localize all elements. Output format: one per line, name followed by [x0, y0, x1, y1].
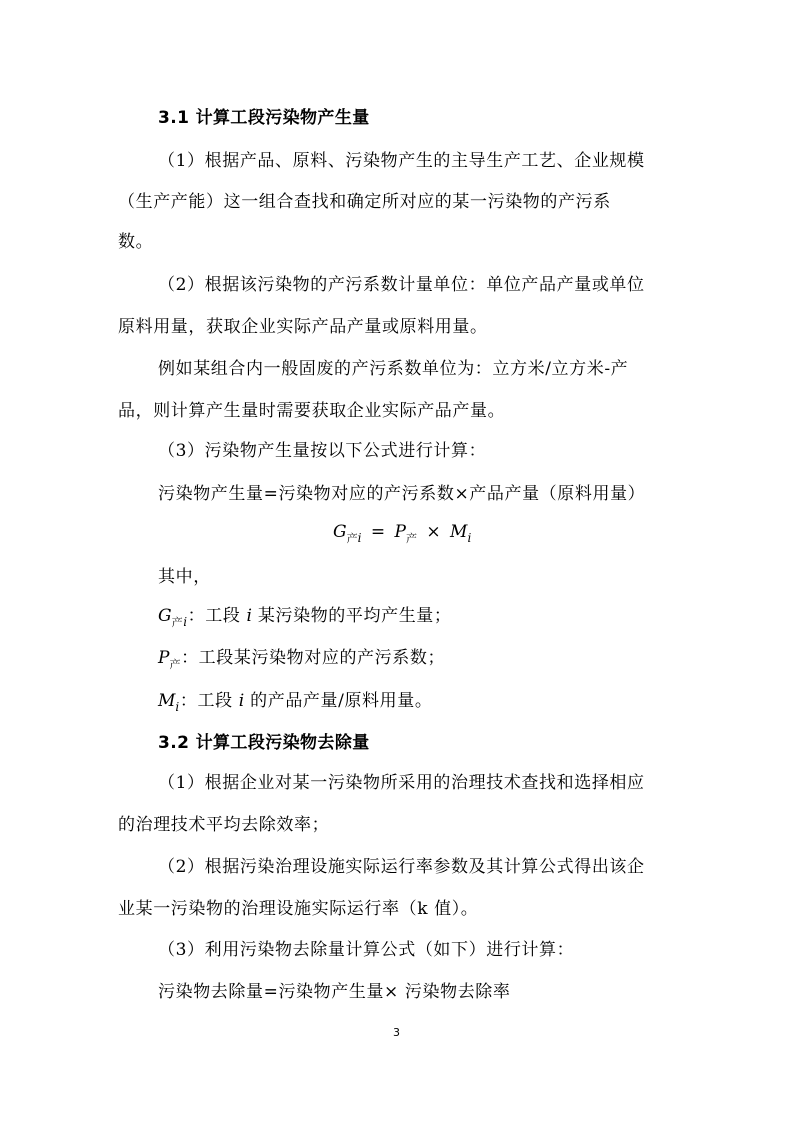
- definition-text: ：工段: [179, 691, 239, 711]
- definition-text: ：工段某污染物对应的产污系数；: [181, 648, 446, 668]
- definition-subscript-i: i: [175, 700, 180, 714]
- formula-subscript-i: i: [467, 531, 472, 545]
- formula-equation: [333, 520, 471, 546]
- formula-subscript: 产: [346, 532, 358, 545]
- paragraph-line: （2）根据该污染物的产污系数计量单位：单位产品产量或单位: [158, 275, 645, 295]
- formula-equals: =: [370, 522, 386, 542]
- definition-variable: i: [246, 606, 252, 626]
- paragraph-line: （3）利用污染物去除量计算公式（如下）进行计算：: [158, 940, 575, 960]
- paragraph-line: 原料用量，获取企业实际产品产量或原料用量。: [118, 317, 488, 337]
- formula-symbol-g: G: [333, 522, 347, 542]
- definition-subscript-i: i: [183, 615, 188, 629]
- paragraph-line: 例如某组合内一般固废的产污系数单位为：立方米/立方米-产: [158, 359, 629, 379]
- formula-text: 污染物产生量=污染物对应的产污系数×产品产量（原料用量）: [158, 484, 646, 504]
- paragraph-line: 其中，: [158, 567, 211, 587]
- paragraph-line: 的治理技术平均去除效率；: [118, 815, 330, 835]
- formula-subscript: 产: [405, 532, 417, 545]
- definition-subscript: 产: [169, 658, 182, 671]
- definition-line: [158, 604, 452, 630]
- definition-subscript: 产: [171, 616, 184, 629]
- formula-times: ×: [426, 522, 441, 542]
- section-heading-3-2: 3.2 计算工段污染物去除量: [158, 733, 370, 753]
- page-number: 3: [393, 1026, 400, 1039]
- definition-variable: i: [238, 691, 245, 711]
- definition-line: [158, 689, 432, 714]
- definition-symbol: P: [158, 648, 170, 668]
- section-heading-3-1: 3.1 计算工段污染物产生量: [158, 108, 370, 128]
- definition-text: 某污染物的平均产生量；: [251, 606, 452, 626]
- formula-subscript-i: i: [357, 531, 362, 545]
- paragraph-line: （生产产能）这一组合查找和确定所对应的某一污染物的产污系: [118, 192, 611, 212]
- paragraph-line: （3）污染物产生量按以下公式进行计算：: [158, 441, 487, 461]
- paragraph-line: （2）根据污染治理设施实际运行率参数及其计算公式得出该企: [158, 857, 645, 877]
- definition-symbol: M: [158, 691, 176, 711]
- formula-symbol-p: P: [394, 522, 406, 542]
- formula-text: 污染物去除量=污染物产生量× 污染物去除率: [158, 982, 511, 1002]
- paragraph-line: 业某一污染物的治理设施实际运行率（k 值）。: [118, 899, 479, 919]
- formula-symbol-m: M: [450, 522, 468, 542]
- paragraph-line: （1）根据产品、原料、污染物产生的主导生产工艺、企业规模: [158, 151, 645, 171]
- definition-symbol: G: [158, 606, 172, 626]
- definition-line: [158, 646, 445, 672]
- paragraph-line: 品，则计算产生量时需要获取企业实际产品产量。: [118, 401, 506, 421]
- definition-text: ：工段: [187, 606, 247, 626]
- paragraph-line: （1）根据企业对某一污染物所采用的治理技术查找和选择相应: [158, 773, 645, 793]
- paragraph-line: 数。: [118, 232, 154, 252]
- definition-text: 的产品产量/原料用量。: [244, 691, 433, 711]
